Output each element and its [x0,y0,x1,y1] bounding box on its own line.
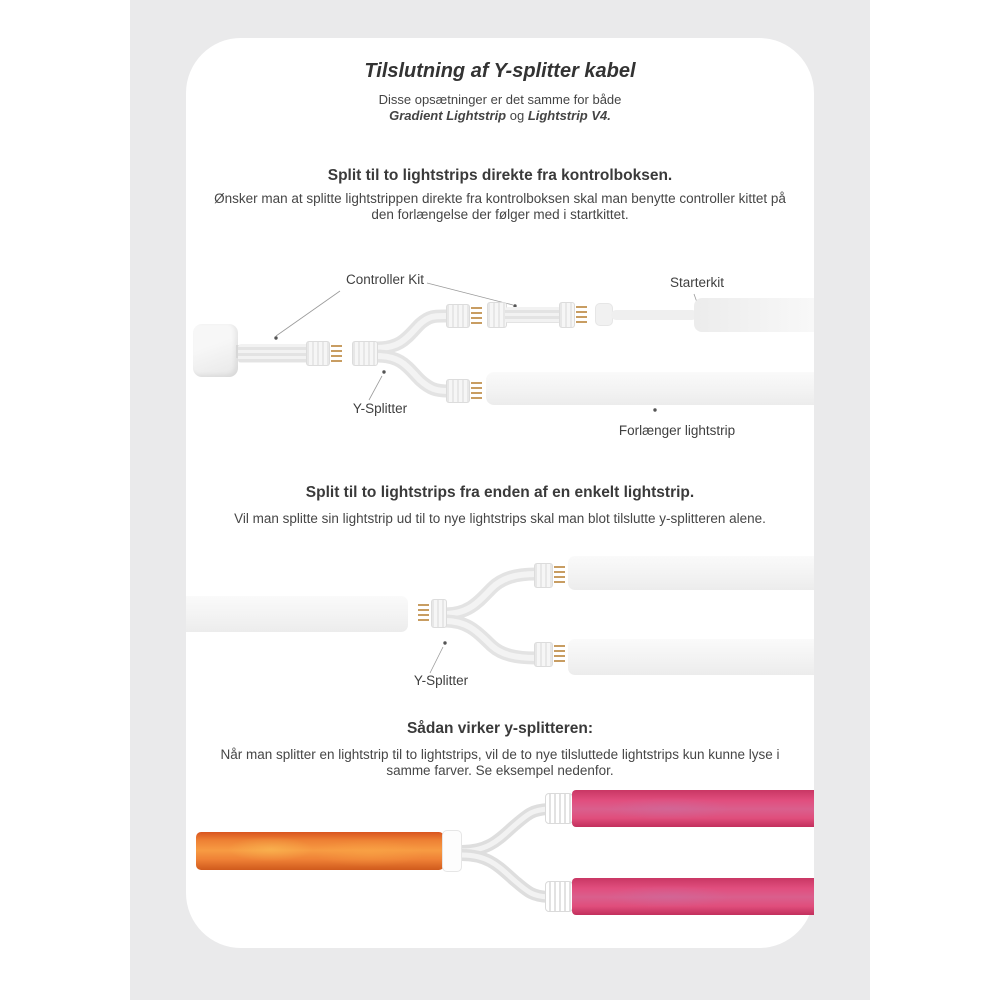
pink-lightstrip-bottom [572,878,814,915]
leader-dot-y-splitter [382,370,385,373]
subtitle-line1: Disse opsætninger er det samme for både [378,92,622,107]
extension-lightstrip-label: Forlænger lightstrip [618,423,736,438]
section2-body: Vil man splitte sin lightstrip ud til to nye lightstrips skal man blot tilslutte y-splitteren alene. [234,511,766,526]
section3-heading: Sådan virker y-splitteren: [406,720,594,737]
starterkit-strip [694,298,814,332]
pink-top-connector [545,793,573,824]
y-splitter-label-2: Y-Splitter [413,673,469,688]
subtitle-product1: Gradient Lightstrip [389,107,507,123]
gold-pins [418,604,429,623]
subtitle-conjunction: og [506,107,528,123]
leader-dot-y-splitter [443,641,446,644]
new-lightstrip-bottom [568,639,814,675]
controller-kit-label: Controller Kit [345,272,425,287]
y-splitter-cable-lower [462,855,548,897]
section3-body: Når man splitter en lightstrip til to lightstrips, vil de to nye tilsluttede lightstrips kun kunne lyse i samme farver. Se eksempel nedenfor. [220,747,780,778]
section1-body: Ønsker man at splitte lightstrippen direkte fra kontrolboksen skal man benytte controller kittet på den forlængelse der følger med i startkittet. [214,191,786,222]
leader-line-y-splitter [430,647,443,673]
y-splitter-upper-connector [534,563,553,588]
starterkit-cable [611,310,697,320]
controller-ribbon-cable [238,344,310,363]
pink-lightstrip-top [572,790,814,827]
y-splitter-label-1: Y-Splitter [352,401,408,416]
orange-strip-end-cap [442,830,462,872]
starterkit-label: Starterkit [669,275,724,290]
y-splitter-upper-connector [446,304,470,328]
section1-heading: Split til to lightstrips direkte fra kontrolboksen. [327,167,673,184]
y-splitter-cable-upper [445,574,536,614]
gold-pins [554,566,565,584]
leader-line-controller-kit-left [276,291,340,336]
gold-pins [471,307,482,325]
gold-pins [576,306,587,324]
y-splitter-lower-connector [446,379,470,403]
y-splitter-lower-connector [534,642,553,667]
y-splitter-input-connector [431,599,447,628]
leader-line-y-splitter [369,376,382,400]
extension-ribbon-cable [505,307,561,323]
ribbon-connector [306,341,330,366]
page-title: Tilslutning af Y-splitter kabel [364,60,636,82]
y-splitter-cable-upper [462,809,548,851]
leader-dot-controller-kit-left [274,336,277,339]
orange-lightstrip [196,832,444,870]
section2-heading: Split til to lightstrips fra enden af en enkelt lightstrip. [305,484,695,501]
gold-pins [331,345,342,363]
single-lightstrip [186,596,408,632]
extension-ribbon-connector-a [487,302,507,328]
subtitle [186,92,814,123]
subtitle-product2: Lightstrip V4. [527,107,611,123]
y-splitter-input-connector [352,341,378,366]
extension-lightstrip [486,372,814,405]
leader-dot-extension [653,408,656,411]
y-splitter-cable-lower [445,621,536,658]
new-lightstrip-top [568,556,814,590]
gold-pins [471,382,482,400]
controller-box [193,324,238,377]
extension-ribbon-connector-b [559,302,575,328]
gold-pins [554,645,565,663]
pink-bottom-connector [545,881,573,912]
